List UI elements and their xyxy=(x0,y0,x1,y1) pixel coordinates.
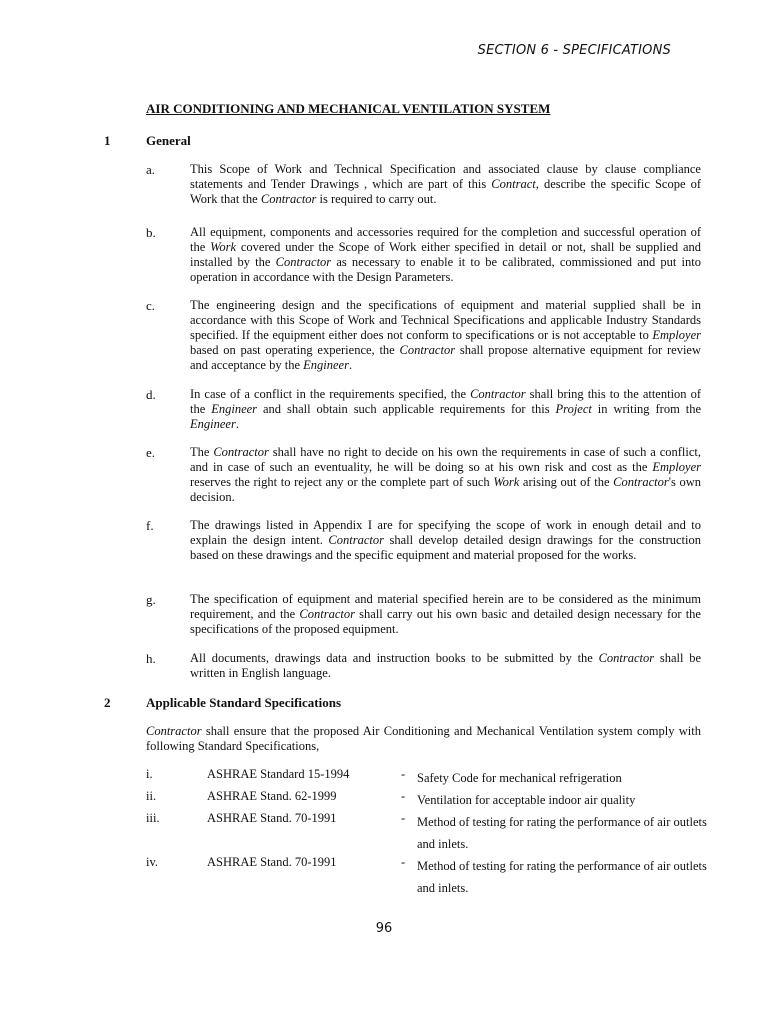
text-run: . xyxy=(235,417,239,431)
item-letter: h. xyxy=(146,651,156,666)
text-run: reserves the right to reject any or the complete part of such xyxy=(190,475,494,489)
standard-dash: - xyxy=(401,811,406,825)
standard-name: ASHRAE Standard 15-1994 xyxy=(207,767,350,781)
item-text xyxy=(190,225,701,285)
italic-term: Contractor xyxy=(598,651,655,665)
text-run: shall propose alternative equipment for review and acceptance by the xyxy=(190,343,702,372)
standard-number: iii. xyxy=(146,811,160,825)
text-run: , describe the specific Scope of Work that the xyxy=(190,177,701,206)
standard-description: Method of testing for rating the performance of air outlets and inlets. xyxy=(417,815,707,851)
italic-term: Work xyxy=(210,240,237,254)
standard-number: i. xyxy=(146,767,153,781)
italic-term: Engineer xyxy=(190,417,236,431)
item-letter: f. xyxy=(146,518,154,533)
standard-name: ASHRAE Stand. 70-1991 xyxy=(207,811,337,825)
italic-term: Contractor xyxy=(275,255,332,269)
text-run: . xyxy=(348,358,353,372)
italic-term: Contract xyxy=(491,177,536,191)
italic-term: Contractor xyxy=(328,533,384,547)
italic-term: Contractor xyxy=(213,445,269,459)
standard-description: Ventilation for acceptable indoor air quality xyxy=(417,793,636,807)
italic-term: Project xyxy=(555,402,592,416)
text-run: based on past operating experience, the xyxy=(190,343,400,357)
text-run: shall bring this to the attention of the xyxy=(190,387,701,416)
section-number: 1 xyxy=(104,133,111,148)
text-run: This Scope of Work and Technical Specification and associated clause by clause compliance statements and Tender Drawings , which are part of this xyxy=(190,162,701,191)
text-run: The engineering design and the specifications of equipment and material supplied shall be in accordance with this Scope of Work and Technical Specifications and applicable Industry Standards specified. If the equipment either does not conform to specifications or is not acceptable to xyxy=(190,298,701,342)
document-title: AIR CONDITIONING AND MECHANICAL VENTILATION SYSTEM xyxy=(146,101,551,116)
text-run: All equipment, components and accessories required for the completion and successful operation of the xyxy=(190,225,701,254)
item-letter: d. xyxy=(146,387,156,402)
section-header: SECTION 6 - SPECIFICATIONS xyxy=(477,43,671,58)
standard-number: iv. xyxy=(146,855,159,869)
standard-dash: - xyxy=(401,789,406,803)
text-run: covered under the Scope of Work either specified in detail or not, shall be supplied and installed by the xyxy=(190,240,701,269)
item-text xyxy=(190,592,701,637)
standard-dash: - xyxy=(401,855,406,869)
text-run: shall carry out his own basic and detailed design necessary for the specifications of the proposed equipment. xyxy=(190,607,701,636)
standard-number: ii. xyxy=(146,789,157,803)
page-number: 96 xyxy=(375,921,393,936)
item-text xyxy=(190,298,701,373)
text-run: in writing from the xyxy=(591,402,702,416)
text-run: shall be written in English language. xyxy=(190,651,701,680)
italic-term: Work xyxy=(493,475,520,489)
standard-name: ASHRAE Stand. 62-1999 xyxy=(207,789,337,803)
item-text xyxy=(190,651,701,681)
italic-term: Contractor xyxy=(146,724,202,738)
standard-dash: - xyxy=(401,767,406,781)
item-text xyxy=(190,162,701,207)
text-run: The drawings listed in Appendix I are for specifying the scope of work in enough detail and to explain the design intent. xyxy=(190,518,701,547)
text-run: 's own decision. xyxy=(190,475,701,504)
text-run: All documents, drawings data and instruction books to be submitted by the xyxy=(190,651,599,665)
text-run: The specification of equipment and material specified herein are to be considered as the minimum requirement, and the xyxy=(190,592,701,621)
italic-term: Contractor xyxy=(260,192,317,206)
section-number: 2 xyxy=(104,695,111,710)
text-run: as necessary to enable it to be calibrated, commissioned and put into operation in accordance with the Design Parameters. xyxy=(190,255,701,284)
italic-term: Engineer xyxy=(303,358,349,372)
item-letter: b. xyxy=(146,225,156,240)
item-text xyxy=(190,387,701,432)
item-letter: a. xyxy=(146,162,156,177)
italic-term: Contractor xyxy=(399,343,456,357)
text-run: shall have no right to decide on his own the requirements in case of such a conflict, and in case of such an eventuality, he will be doing so at his own risk and cost as the xyxy=(190,445,701,474)
text-run: arising out of the xyxy=(519,475,614,489)
section-heading: General xyxy=(146,133,191,148)
text-run: is required to carry out. xyxy=(316,192,437,206)
item-text xyxy=(190,518,701,563)
standard-name: ASHRAE Stand. 70-1991 xyxy=(207,855,337,869)
italic-term: Employer xyxy=(652,328,701,342)
italic-term: Employer xyxy=(652,460,701,474)
item-letter: c. xyxy=(146,298,156,313)
italic-term: Contractor xyxy=(613,475,669,489)
italic-term: Contractor xyxy=(470,387,526,401)
standards-intro xyxy=(146,724,701,754)
text-run: shall develop detailed design drawings for the construction based on these drawings and the specific equipment and material proposed for the works. xyxy=(190,533,701,562)
standard-description: Safety Code for mechanical refrigeration xyxy=(417,771,622,785)
standard-description: Method of testing for rating the performance of air outlets and inlets. xyxy=(417,859,707,895)
italic-term: Engineer xyxy=(211,402,258,416)
item-letter: g. xyxy=(146,592,156,607)
item-letter: e. xyxy=(146,445,156,460)
text-run: and shall obtain such applicable requirements for this xyxy=(257,402,556,416)
section-heading: Applicable Standard Specifications xyxy=(146,695,342,710)
item-text xyxy=(190,445,701,505)
italic-term: Contractor xyxy=(299,607,355,621)
text-run: In case of a conflict in the requirements specified, the xyxy=(190,387,471,401)
text-run: shall ensure that the proposed Air Conditioning and Mechanical Ventilation system comply with following Standard Specifications, xyxy=(146,724,701,753)
text-run: The xyxy=(190,445,214,459)
